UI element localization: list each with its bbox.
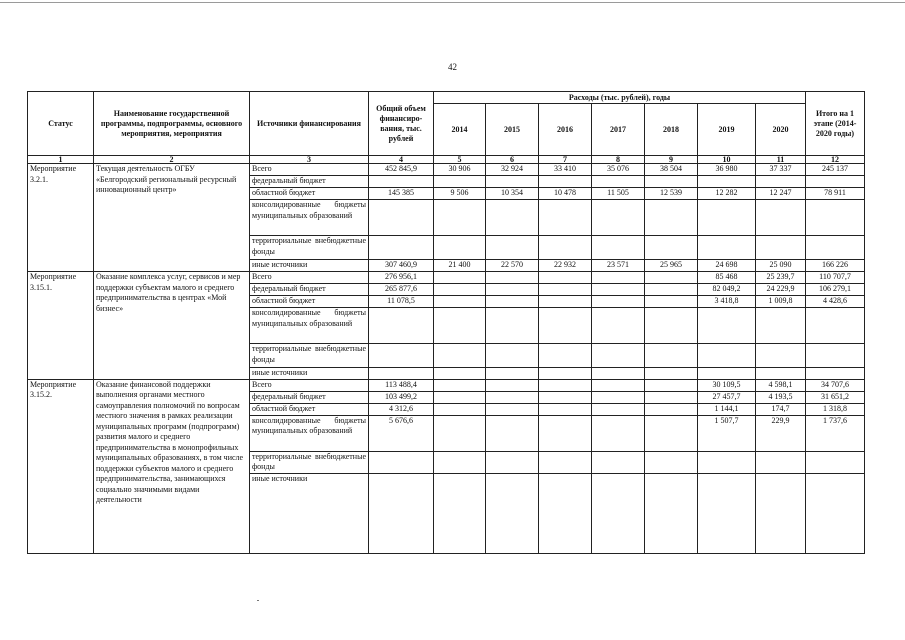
header-year: 2016 (539, 104, 592, 156)
year-value-cell (756, 473, 806, 553)
total-cell (369, 308, 434, 344)
year-value-cell: 4 598,1 (756, 379, 806, 391)
event-name-cell: Оказание комплекса услуг, сервисов и мер поддержки субъектам малого и среднего предпринимательства в центрах «Мой бизнес» (94, 272, 250, 380)
year-value-cell (756, 176, 806, 188)
year-value-cell (645, 236, 698, 260)
column-number: 1 (28, 156, 94, 164)
source-cell: Всего (250, 164, 369, 176)
year-value-cell (434, 308, 486, 344)
year-value-cell: 12 247 (756, 188, 806, 200)
year-value-cell (756, 368, 806, 380)
total-cell (369, 176, 434, 188)
year-value-cell (756, 344, 806, 368)
year-value-cell: 229,9 (756, 415, 806, 451)
year-value-cell (592, 451, 645, 473)
table-row (28, 379, 865, 391)
year-value-cell (645, 296, 698, 308)
total-cell: 5 676,6 (369, 415, 434, 451)
column-number: 12 (806, 156, 865, 164)
source-cell: консолидированные бюджеты муниципальных образований (250, 200, 369, 236)
source-cell: федеральный бюджет (250, 284, 369, 296)
year-value-cell: 174,7 (756, 403, 806, 415)
status-cell: Мероприятие 3.2.1. (28, 164, 94, 272)
year-value-cell (645, 368, 698, 380)
year-value-cell (486, 272, 539, 284)
event-name-cell: Оказание финансовой поддержки выполнения органами местного самоуправления полномочий по вопросам местного значения в рамках реализации муниципальных программ (подпрограмм) развития малого и среднего предпринимательства в монопрофильных муниципальных образованиях, в том числе поддержки субъектов малого и среднего предпринимательства, занимающихся социально значимыми видами деятельности (94, 379, 250, 553)
year-value-cell (486, 415, 539, 451)
year-value-cell (486, 403, 539, 415)
year-value-cell: 22 570 (486, 260, 539, 272)
year-value-cell (486, 344, 539, 368)
year-value-cell (434, 379, 486, 391)
source-cell: областной бюджет (250, 296, 369, 308)
total-cell: 145 385 (369, 188, 434, 200)
source-cell: консолидированные бюджеты муниципальных образований (250, 308, 369, 344)
year-value-cell (434, 451, 486, 473)
year-value-cell: 25 239,7 (756, 272, 806, 284)
financing-table (27, 91, 865, 554)
itogo-cell: 4 428,6 (806, 296, 865, 308)
year-value-cell (698, 200, 756, 236)
year-value-cell (539, 368, 592, 380)
year-value-cell: 38 504 (645, 164, 698, 176)
itogo-cell: 78 911 (806, 188, 865, 200)
year-value-cell: 11 505 (592, 188, 645, 200)
itogo-cell (806, 451, 865, 473)
itogo-cell: 245 137 (806, 164, 865, 176)
total-cell: 11 078,5 (369, 296, 434, 308)
year-value-cell (539, 272, 592, 284)
total-cell (369, 236, 434, 260)
status-cell: Мероприятие 3.15.2. (28, 379, 94, 553)
source-cell: иные источники (250, 473, 369, 553)
year-value-cell: 30 109,5 (698, 379, 756, 391)
header-expenses: Расходы (тыс. рублей), годы (434, 92, 806, 104)
year-value-cell (645, 415, 698, 451)
year-value-cell (486, 284, 539, 296)
year-value-cell (486, 368, 539, 380)
total-cell: 265 877,6 (369, 284, 434, 296)
year-value-cell (756, 451, 806, 473)
year-value-cell (592, 391, 645, 403)
year-value-cell (645, 284, 698, 296)
header-year: 2020 (756, 104, 806, 156)
year-value-cell: 1 144,1 (698, 403, 756, 415)
column-number: 6 (486, 156, 539, 164)
year-value-cell: 33 410 (539, 164, 592, 176)
year-value-cell (592, 473, 645, 553)
year-value-cell (486, 451, 539, 473)
year-value-cell (756, 236, 806, 260)
year-value-cell: 3 418,8 (698, 296, 756, 308)
year-value-cell: 10 478 (539, 188, 592, 200)
year-value-cell: 35 076 (592, 164, 645, 176)
source-cell: консолидированные бюджеты муниципальных образований (250, 415, 369, 451)
year-value-cell (434, 473, 486, 553)
year-value-cell: 12 539 (645, 188, 698, 200)
status-cell: Мероприятие 3.15.1. (28, 272, 94, 380)
itogo-cell: 34 707,6 (806, 379, 865, 391)
year-value-cell (434, 284, 486, 296)
year-value-cell (698, 451, 756, 473)
event-name-cell: Текущая деятельность ОГБУ «Белгородский региональный ресурсный инновационный центр» (94, 164, 250, 272)
year-value-cell (486, 176, 539, 188)
year-value-cell (486, 296, 539, 308)
year-value-cell (539, 176, 592, 188)
year-value-cell: 27 457,7 (698, 391, 756, 403)
year-value-cell (486, 391, 539, 403)
source-cell: федеральный бюджет (250, 176, 369, 188)
year-value-cell (434, 296, 486, 308)
itogo-cell (806, 200, 865, 236)
column-number: 8 (592, 156, 645, 164)
year-value-cell: 36 980 (698, 164, 756, 176)
year-value-cell (645, 200, 698, 236)
year-value-cell (592, 415, 645, 451)
column-number: 9 (645, 156, 698, 164)
header-itogo: Итого на 1 этапе (2014-2020 годы) (806, 92, 865, 156)
itogo-cell: 110 707,7 (806, 272, 865, 284)
year-value-cell (592, 344, 645, 368)
table-row (28, 272, 865, 284)
year-value-cell (592, 272, 645, 284)
year-value-cell: 37 337 (756, 164, 806, 176)
financing-table-container (27, 91, 865, 554)
total-cell: 307 460,9 (369, 260, 434, 272)
itogo-cell (806, 176, 865, 188)
year-value-cell (486, 473, 539, 553)
column-number: 11 (756, 156, 806, 164)
year-value-cell: 12 282 (698, 188, 756, 200)
year-value-cell: 85 468 (698, 272, 756, 284)
year-value-cell (434, 415, 486, 451)
year-value-cell: 24 698 (698, 260, 756, 272)
total-cell: 452 845,9 (369, 164, 434, 176)
year-value-cell: 25 090 (756, 260, 806, 272)
itogo-cell (806, 236, 865, 260)
year-value-cell (539, 473, 592, 553)
header-status: Статус (28, 92, 94, 156)
year-value-cell: 23 571 (592, 260, 645, 272)
header-year: 2019 (698, 104, 756, 156)
year-value-cell (645, 391, 698, 403)
source-cell: иные источники (250, 368, 369, 380)
year-value-cell (756, 200, 806, 236)
header-name: Наименование государственной программы, подпрограммы, основного мероприятия, мероприятия (94, 92, 250, 156)
year-value-cell: 82 049,2 (698, 284, 756, 296)
year-value-cell (592, 308, 645, 344)
year-value-cell (486, 200, 539, 236)
table-row (28, 164, 865, 176)
total-cell: 103 499,2 (369, 391, 434, 403)
total-cell (369, 368, 434, 380)
total-cell (369, 200, 434, 236)
column-number: 5 (434, 156, 486, 164)
total-cell: 276 956,1 (369, 272, 434, 284)
year-value-cell (592, 236, 645, 260)
itogo-cell (806, 368, 865, 380)
source-cell: Всего (250, 379, 369, 391)
year-value-cell (756, 308, 806, 344)
header-year: 2014 (434, 104, 486, 156)
header-total: Общий объем финансиро-вания, тыс. рублей (369, 92, 434, 156)
itogo-cell (806, 308, 865, 344)
header-sources: Источники финансирования (250, 92, 369, 156)
column-number: 7 (539, 156, 592, 164)
total-cell: 4 312,6 (369, 403, 434, 415)
year-value-cell (434, 272, 486, 284)
source-cell: территориальные внебюджетные фонды (250, 451, 369, 473)
itogo-cell: 1 737,6 (806, 415, 865, 451)
year-value-cell (434, 368, 486, 380)
year-value-cell (698, 308, 756, 344)
year-value-cell (539, 236, 592, 260)
year-value-cell (539, 344, 592, 368)
column-number: 4 (369, 156, 434, 164)
year-value-cell (645, 176, 698, 188)
year-value-cell (486, 236, 539, 260)
year-value-cell: 25 965 (645, 260, 698, 272)
year-value-cell: 22 932 (539, 260, 592, 272)
year-value-cell (434, 236, 486, 260)
source-cell: областной бюджет (250, 188, 369, 200)
total-cell: 113 488,4 (369, 379, 434, 391)
year-value-cell (486, 379, 539, 391)
total-cell (369, 473, 434, 553)
year-value-cell (698, 368, 756, 380)
itogo-cell (806, 344, 865, 368)
year-value-cell: 30 906 (434, 164, 486, 176)
itogo-cell: 31 651,2 (806, 391, 865, 403)
year-value-cell (539, 415, 592, 451)
column-number: 3 (250, 156, 369, 164)
year-value-cell: 1 009,8 (756, 296, 806, 308)
source-cell: иные источники (250, 260, 369, 272)
year-value-cell (592, 379, 645, 391)
year-value-cell: 10 354 (486, 188, 539, 200)
source-cell: территориальные внебюджетные фонды (250, 344, 369, 368)
itogo-cell: 106 279,1 (806, 284, 865, 296)
year-value-cell (645, 272, 698, 284)
total-cell (369, 451, 434, 473)
column-number: 2 (94, 156, 250, 164)
year-value-cell: 4 193,5 (756, 391, 806, 403)
year-value-cell (434, 176, 486, 188)
year-value-cell (592, 200, 645, 236)
itogo-cell: 166 226 (806, 260, 865, 272)
year-value-cell: 1 507,7 (698, 415, 756, 451)
source-cell: федеральный бюджет (250, 391, 369, 403)
year-value-cell (434, 200, 486, 236)
year-value-cell (698, 176, 756, 188)
scan-artifact (257, 600, 259, 601)
year-value-cell (645, 344, 698, 368)
year-value-cell (539, 284, 592, 296)
year-value-cell (592, 176, 645, 188)
year-value-cell (645, 403, 698, 415)
year-value-cell (592, 403, 645, 415)
year-value-cell (539, 379, 592, 391)
source-cell: Всего (250, 272, 369, 284)
header-year: 2015 (486, 104, 539, 156)
year-value-cell (592, 296, 645, 308)
year-value-cell (539, 403, 592, 415)
year-value-cell (539, 391, 592, 403)
top-border-line (0, 2, 905, 3)
table-body (28, 164, 865, 554)
year-value-cell (698, 236, 756, 260)
year-value-cell (539, 451, 592, 473)
year-value-cell (592, 284, 645, 296)
source-cell: областной бюджет (250, 403, 369, 415)
year-value-cell (539, 308, 592, 344)
year-value-cell: 21 400 (434, 260, 486, 272)
total-cell (369, 344, 434, 368)
page-number: 42 (448, 62, 457, 72)
year-value-cell: 32 924 (486, 164, 539, 176)
year-value-cell (645, 451, 698, 473)
source-cell: территориальные внебюджетные фонды (250, 236, 369, 260)
itogo-cell (806, 473, 865, 553)
column-number: 10 (698, 156, 756, 164)
year-value-cell (434, 403, 486, 415)
year-value-cell (539, 296, 592, 308)
year-value-cell (645, 308, 698, 344)
year-value-cell (539, 200, 592, 236)
year-value-cell (645, 379, 698, 391)
year-value-cell (645, 473, 698, 553)
year-value-cell: 24 229,9 (756, 284, 806, 296)
header-year: 2017 (592, 104, 645, 156)
itogo-cell: 1 318,8 (806, 403, 865, 415)
year-value-cell (434, 391, 486, 403)
year-value-cell (698, 473, 756, 553)
header-year: 2018 (645, 104, 698, 156)
year-value-cell (592, 368, 645, 380)
year-value-cell (698, 344, 756, 368)
year-value-cell (434, 344, 486, 368)
year-value-cell: 9 506 (434, 188, 486, 200)
year-value-cell (486, 308, 539, 344)
